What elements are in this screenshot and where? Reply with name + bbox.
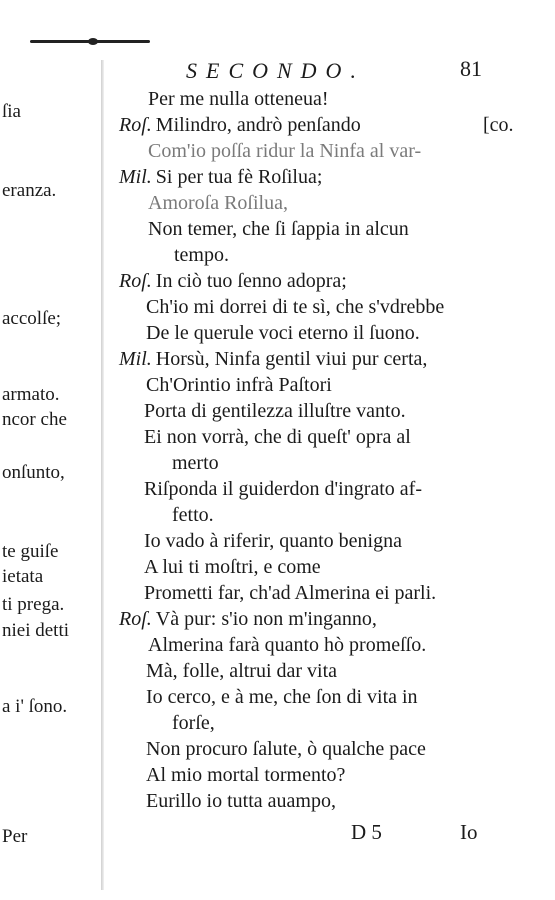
verse-line	[146, 296, 444, 319]
speaker-label: Roſ.	[119, 114, 152, 136]
verse-line	[146, 660, 337, 683]
left-page-fragment	[0, 0, 104, 900]
verse-line	[146, 322, 420, 345]
line-text: forſe,	[172, 712, 215, 734]
running-head: SECONDO.	[186, 58, 365, 83]
verse-line	[148, 218, 409, 241]
ornamental-rule	[30, 40, 150, 43]
line-text: Eurillo io tutta auampo,	[146, 790, 336, 812]
line-text: Ei non vorrà, che di queſt' opra al	[144, 426, 411, 448]
left-fragment-line: niei detti	[2, 620, 70, 641]
line-text: merto	[172, 452, 219, 474]
line-text: Io cerco, e à me, che ſon di vita in	[146, 686, 418, 708]
line-text: Almerina farà quanto hò promeſſo.	[148, 634, 427, 656]
left-fragment-line: armato.	[2, 384, 60, 405]
line-text: Ch'io mi dorrei di te sì, che s'vdrebbe	[146, 296, 445, 318]
line-text: In ciò tuo ſenno adopra;	[155, 270, 347, 292]
verse-line	[146, 790, 336, 813]
speech-line-with-speaker	[119, 166, 322, 189]
verse-line	[148, 88, 329, 111]
verse-line	[144, 478, 422, 501]
line-text: Ch'Orintio infrà Paſtori	[146, 374, 332, 396]
left-fragment-line: onſunto,	[2, 462, 65, 483]
signature-mark: D 5	[351, 820, 382, 844]
line-text: De le querule voci eterno il ſuono.	[146, 322, 420, 344]
line-text: Milindro, andrò penſando	[155, 114, 361, 136]
left-fragment-line: a i' ſono.	[2, 696, 68, 717]
line-text: Al mio mortal tormento?	[146, 764, 346, 786]
line-text: A lui ti moſtri, e come	[144, 556, 321, 578]
line-text: Amoroſa Roſilua,	[148, 192, 288, 214]
line-text: Prometti far, ch'ad Almerina ei parli.	[144, 582, 437, 604]
speaker-label: Roſ.	[119, 270, 152, 292]
left-fragment-line: eranza.	[2, 180, 57, 201]
verse-line	[172, 504, 214, 527]
left-fragment-line: ncor che	[2, 409, 67, 430]
verse-line	[174, 244, 229, 267]
verse-line	[144, 400, 406, 423]
line-text: Non procuro ſalute, ò qualche pace	[146, 738, 426, 760]
verse-line	[146, 764, 345, 787]
line-text: fetto.	[172, 504, 214, 526]
line-text: Và pur: s'io non m'inganno,	[155, 608, 377, 630]
left-fragment-line: ietata	[2, 566, 44, 587]
line-text: Per me nulla otteneua!	[148, 88, 329, 110]
verse-line	[148, 192, 288, 215]
verse-line	[172, 452, 219, 475]
left-fragment-line: ti prega.	[2, 594, 65, 615]
left-catchword: Per	[2, 826, 28, 847]
verse-line	[144, 582, 436, 605]
speaker-label: Roſ.	[119, 608, 152, 630]
verse-line	[172, 712, 215, 735]
speaker-label: Mil.	[119, 166, 152, 188]
verse-line	[148, 634, 426, 657]
line-text: Horsù, Ninfa gentil viui pur certa,	[155, 348, 428, 370]
speech-line-with-speaker	[119, 114, 361, 137]
line-text: Porta di gentilezza illuſtre vanto.	[144, 400, 406, 422]
speech-line-with-speaker	[119, 348, 427, 371]
line-text: Non temer, che ſi ſappia in alcun	[148, 218, 409, 240]
verse-line	[144, 530, 402, 553]
verse-line	[144, 426, 411, 449]
left-fragment-line: accolſe;	[2, 308, 62, 329]
verse-line	[144, 556, 321, 579]
line-text: Mà, folle, altrui dar vita	[146, 660, 338, 682]
verse-line	[146, 738, 426, 761]
catchword: Io	[460, 820, 478, 844]
line-text: Com'io poſſa ridur la Ninfa al var-	[148, 140, 422, 162]
line-text: Riſponda il guiderdon d'ingrato af-	[144, 478, 422, 500]
speaker-label: Mil.	[119, 348, 152, 370]
left-fragment-line: ſia	[2, 101, 21, 122]
page-gutter	[101, 60, 104, 890]
line-text: Si per tua fè Roſilua;	[155, 166, 323, 188]
speech-line-with-speaker	[119, 608, 377, 631]
turnover-fragment: [co.	[483, 114, 514, 136]
line-text: Io vado à riferir, quanto benigna	[144, 530, 402, 552]
line-text: tempo.	[174, 244, 229, 266]
page-number: 81	[460, 56, 482, 81]
verse-line	[146, 374, 332, 397]
speech-line-with-speaker	[119, 270, 347, 293]
verse-line	[148, 140, 421, 163]
left-fragment-line: te guiſe	[2, 541, 59, 562]
verse-line	[146, 686, 418, 709]
